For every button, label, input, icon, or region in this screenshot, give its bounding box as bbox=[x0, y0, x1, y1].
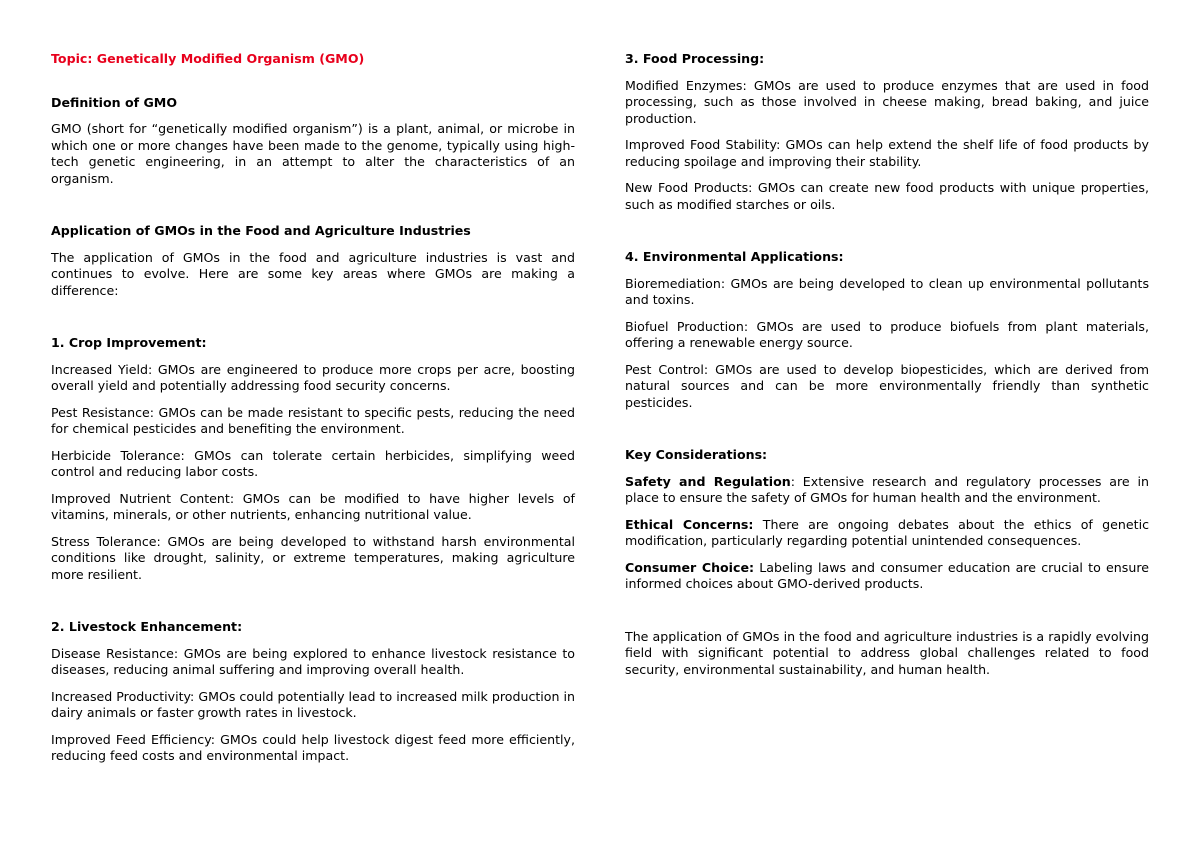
crop-item: Increased Yield: GMOs are engineered to produce more crops per acre, boosting overall yield and potentially addressing food security concerns. bbox=[51, 361, 575, 393]
document-title: Topic: Genetically Modified Organism (GMO) bbox=[51, 51, 365, 66]
crop-item: Improved Nutrient Content: GMOs can be modified to have higher levels of vitamins, minerals, or other nutrients, enhancing nutritional value. bbox=[51, 490, 575, 522]
application-text: The application of GMOs in the food and agriculture industries is vast and continues to evolve. Here are some key areas where GMOs are making a difference: bbox=[51, 249, 575, 298]
key-consideration-item bbox=[625, 474, 1149, 507]
key-consideration-label: Ethical Concerns: bbox=[625, 516, 754, 532]
livestock-heading: 2. Livestock Enhancement: bbox=[51, 619, 243, 634]
food-processing-item: Modified Enzymes: GMOs are used to produce enzymes that are used in food processing, such as those involved in cheese making, bread baking, and juice production. bbox=[625, 77, 1149, 126]
key-consideration-item bbox=[625, 517, 1149, 550]
definition-text: GMO (short for “genetically modified organism”) is a plant, animal, or microbe in which one or more changes have been made to the genome, typically using high-tech genetic engineering, in an attempt to alter the characteristics of an organism. bbox=[51, 121, 575, 186]
definition-heading: Definition of GMO bbox=[51, 94, 178, 110]
livestock-item: Improved Feed Efficiency: GMOs could help livestock digest feed more efficiently, reducing feed costs and environmental impact. bbox=[51, 731, 575, 763]
environmental-item: Biofuel Production: GMOs are used to produce biofuels from plant materials, offering a renewable energy source. bbox=[625, 318, 1149, 350]
environmental-item: Pest Control: GMOs are used to develop biopesticides, which are derived from natural sources and can be more environmentally friendly than synthetic pesticides. bbox=[625, 361, 1149, 410]
food-processing-heading: 3. Food Processing: bbox=[625, 51, 765, 66]
key-consideration-item bbox=[625, 560, 1149, 593]
key-consideration-label: Consumer Choice: bbox=[625, 559, 755, 575]
right-column bbox=[625, 51, 1149, 678]
food-processing-item: Improved Food Stability: GMOs can help extend the shelf life of food products by reducing spoilage and improving their stability. bbox=[625, 137, 1149, 169]
key-consideration-text: Labeling laws and consumer education are crucial to ensure informed choices about GMO-derived products. bbox=[625, 559, 1149, 591]
livestock-item: Increased Productivity: GMOs could potentially lead to increased milk production in dairy animals or faster growth rates in livestock. bbox=[51, 688, 575, 720]
environmental-item: Bioremediation: GMOs are being developed to clean up environmental pollutants and toxins. bbox=[625, 275, 1149, 307]
key-consideration-label: Safety and Regulation bbox=[625, 473, 791, 489]
crop-item: Stress Tolerance: GMOs are being developed to withstand harsh environmental conditions like drought, salinity, or extreme temperatures, making agriculture more resilient. bbox=[51, 533, 575, 582]
conclusion-text: The application of GMOs in the food and agriculture industries is a rapidly evolving field with significant potential to address global challenges related to food security, environmental sustainability, and human health. bbox=[625, 628, 1149, 677]
crop-heading: 1. Crop Improvement: bbox=[51, 335, 207, 350]
key-consideration-text: There are ongoing debates about the ethics of genetic modification, particularly regarding potential unintended consequences. bbox=[625, 516, 1149, 548]
key-considerations-heading: Key Considerations: bbox=[625, 447, 768, 462]
key-consideration-text: : Extensive research and regulatory processes are in place to ensure the safety of GMOs for human health and the environment. bbox=[625, 473, 1149, 505]
livestock-item: Disease Resistance: GMOs are being explored to enhance livestock resistance to diseases, reducing animal suffering and improving overall health. bbox=[51, 645, 575, 677]
food-processing-item: New Food Products: GMOs can create new food products with unique properties, such as modified starches or oils. bbox=[625, 180, 1149, 212]
crop-item: Pest Resistance: GMOs can be made resistant to specific pests, reducing the need for chemical pesticides and benefiting the environment. bbox=[51, 404, 575, 436]
application-heading: Application of GMOs in the Food and Agriculture Industries bbox=[51, 223, 471, 238]
left-column bbox=[51, 51, 575, 765]
environmental-heading: 4. Environmental Applications: bbox=[625, 249, 844, 264]
crop-item: Herbicide Tolerance: GMOs can tolerate certain herbicides, simplifying weed control and reducing labor costs. bbox=[51, 447, 575, 479]
